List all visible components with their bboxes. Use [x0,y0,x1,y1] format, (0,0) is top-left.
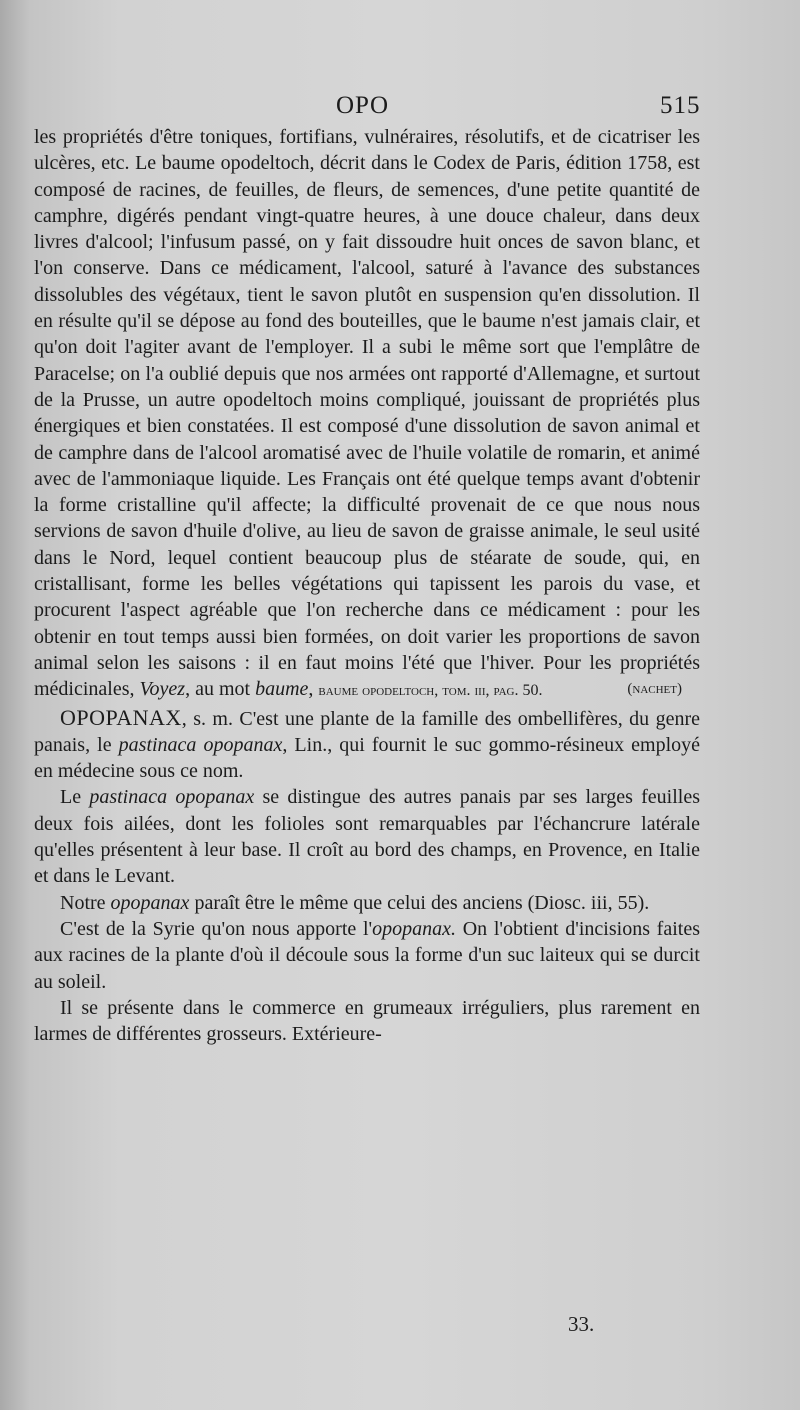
italic-voyez: Voyez [139,678,186,701]
paragraph-opodeltoch: les propriétés d'être toniques, fortifians, vulnéraires, résolutifs, et de cicatriser les ulcères, etc. Le baume opodeltoch, décrit dans le Codex de Paris, édition 1758, est composé de racines, de feuilles, de fleurs, de semences, d'une petite quantité de camphre, digérés pendant vingt-quatre heures, à une douce chaleur, dans deux livres d'alcool; l'infusum passé, on y fait dissoudre huit onces de savon blanc, et l'on conserve. Dans ce médicament, l'alcool, saturé à l'avance des substances dissolubles des végétaux, tient le savon plutôt en suspension qu'en dissolution. Il en résulte qu'il se dépose au fond des bouteilles, que le baume n'est jamais clair, et qu'on doit l'agiter avant de l'employer. Il a subi le même sort que l'emplâtre de Paracelse; on l'a oublié depuis que nos armées ont rapporté d'Allemagne, et surtout de la Prusse, un autre opodeltoch moins compliqué, jouissant de propriétés plus énergiques et bien constatées. Il est composé d'une dissolution de savon animal et de camphre dans de l'alcool aromatisé avec de l'huile volatile de romarin, et animé avec de l'ammoniaque liquide. Les Français ont été quelque temps avant d'obtenir la forme cristalline qu'il affecte; la difficulté provenait de ce que nous nous servions de savon d'huile d'olive, au lieu de savon de graisse animale, le seul usité dans le Nord, lequel contient beaucoup plus de stéarate de soude, qui, en cristallisant, forme les belles végétations qui tapissent les parois du vase, et procurent l'aspect agréable que l'on recherche dans ce médicament : pour les obtenir en tout temps aussi bien formées, on doit varier les proportions de savon animal selon les saisons : il en faut moins l'été que l'hiver. Pour les propriétés médicinales, Voyez, au mot baume, baume opodeltoch, tom. iii, pag. 50. (nachet) [34,124,700,705]
entry-headword: OPOPANAX [60,704,182,730]
cross-reference: baume opodeltoch, tom. iii, pag. 50. [318,682,543,700]
author-signature: (nachet) [627,681,682,698]
entry-opopanax: OPOPANAX, s. m. C'est une plante de la famille des ombellifères, du genre panais, le pastinaca opopanax, Lin., qui fournit le suc gommo-résineux employé en médecine sous ce nom. [34,704,701,783]
paragraph-ancients: Notre opopanax paraît être le même que celui des anciens (Diosc. iii, 55). [60,891,650,914]
signature-mark: 33. [568,1312,595,1336]
paragraph-description: Le pastinaca opopanax se distingue des autres panais par ses larges feuilles deux fois ailées, dont les folioles sont remarquables par l'échancrure latérale qu'elles présentent à leur base. Il croît au bord des champs, en Provence, en Italie et dans le Levant. [34,786,701,888]
text-body [34,124,700,1047]
paragraph-origin: C'est de la Syrie qu'on nous apporte l'opopanax. On l'obtient d'incisions faites aux racines de la plante d'où il découle sous la forme d'un suc laiteux qui se durcit au soleil. [34,917,700,993]
page-number: 515 [660,92,701,119]
running-header [0,92,800,122]
italic-baume: baume [255,678,309,701]
running-title: OPO [336,92,390,119]
paragraph-commerce: Il se présente dans le commerce en grumeaux irréguliers, plus rarement en larmes de différentes grosseurs. Extérieure- [34,996,700,1046]
